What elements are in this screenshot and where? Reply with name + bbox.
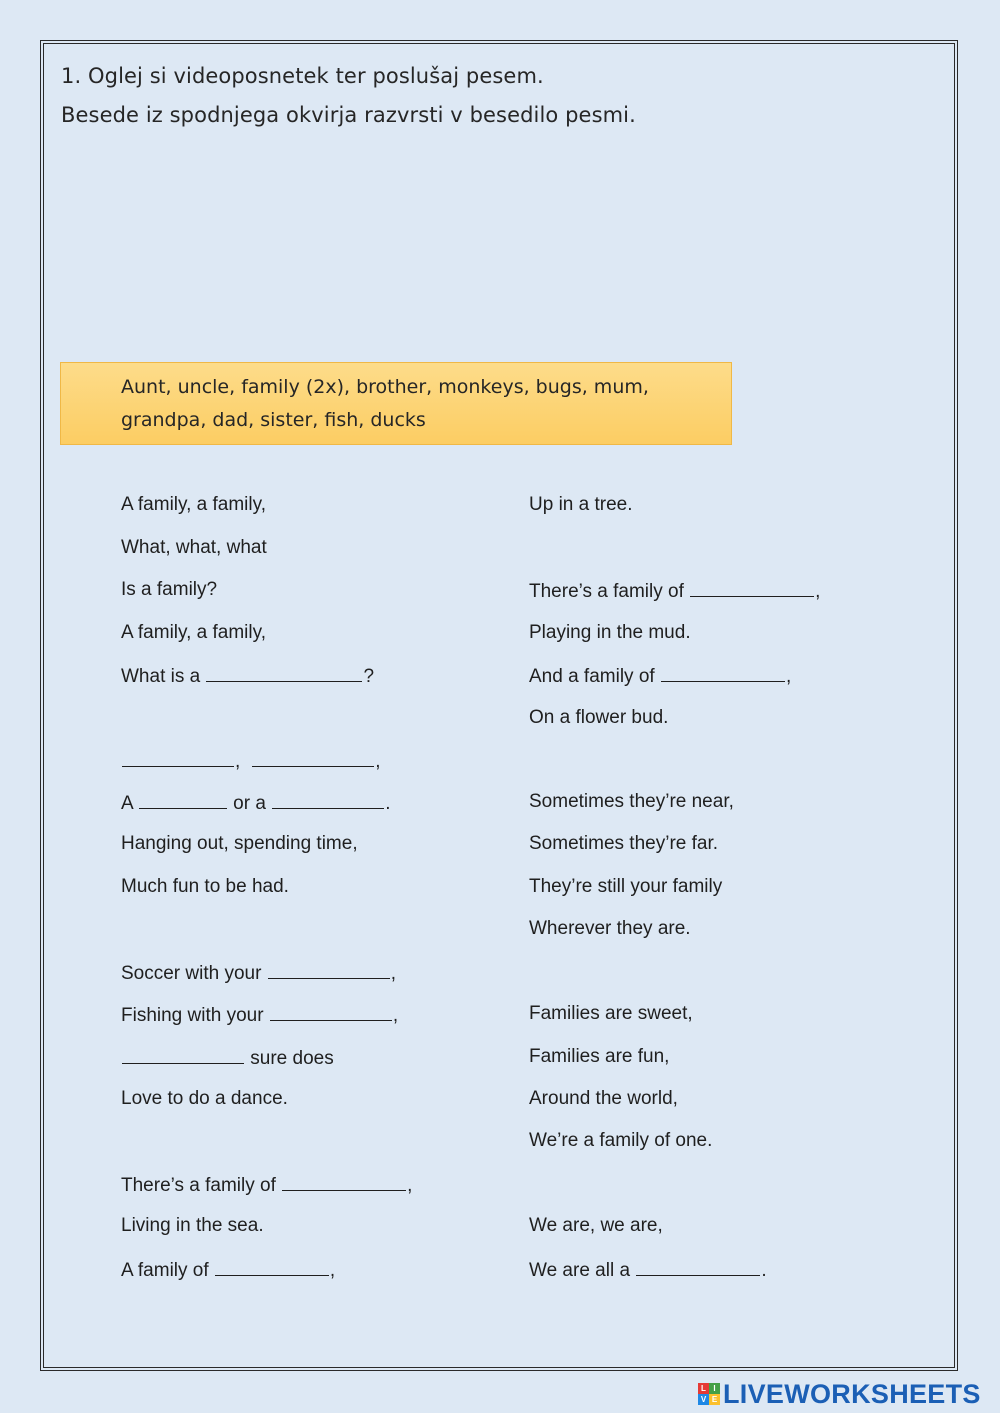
lyric-text: ,: [785, 666, 792, 687]
lyric-text: A: [121, 793, 138, 814]
word-bank-line-1: Aunt, uncle, family (2x), brother, monkeys, bugs, mum,: [121, 376, 649, 398]
lyric-text: or a: [227, 793, 272, 814]
lyric-text: And a family of: [529, 666, 660, 687]
lyric-line: We are, we are,: [529, 1215, 663, 1236]
blank-input[interactable]: [661, 663, 785, 682]
blank-input[interactable]: [636, 1257, 760, 1276]
lyric-line: Around the world,: [529, 1088, 678, 1109]
blank-input[interactable]: [252, 748, 374, 767]
instruction-line-1: 1. Oglej si videoposnetek ter poslušaj pesem.: [61, 64, 544, 88]
lyric-text: .: [385, 793, 391, 814]
lyric-text: ,: [407, 1175, 413, 1196]
blank-input[interactable]: [690, 578, 814, 597]
lyric-line: [529, 1257, 767, 1283]
blank-input[interactable]: [122, 1045, 244, 1064]
lyric-text: There’s a family of: [529, 581, 690, 602]
lyric-line: Love to do a dance.: [121, 1088, 288, 1109]
lyric-text: .: [761, 1260, 767, 1281]
lyric-text: ,: [392, 1005, 399, 1026]
lyric-line: [121, 960, 396, 986]
lyric-line: [529, 663, 791, 689]
blank-input[interactable]: [270, 1002, 392, 1021]
lyric-line: [121, 1172, 412, 1198]
lyric-line: Living in the sea.: [121, 1215, 264, 1236]
lyric-line: Sometimes they’re far.: [529, 833, 719, 854]
lyric-line: A family, a family,: [121, 622, 266, 643]
lyric-text: We are all a: [529, 1260, 636, 1281]
lyric-line: [121, 1257, 335, 1283]
lyric-line: Up in a tree.: [529, 494, 633, 515]
lyric-text: ,: [815, 581, 821, 602]
lyric-line: Families are sweet,: [529, 1003, 693, 1024]
blank-input[interactable]: [272, 790, 384, 809]
lyric-line: [121, 663, 374, 689]
lyric-text: ?: [363, 666, 375, 687]
lyric-text: sure does: [245, 1048, 334, 1069]
lyric-text: ,: [329, 1260, 336, 1281]
lyric-text: There’s a family of: [121, 1175, 282, 1196]
lyric-text: A family of: [121, 1260, 214, 1281]
logo-text: LIVEWORKSHEETS: [723, 1378, 981, 1409]
page-frame-inner: [43, 43, 955, 1368]
lyric-line: [121, 748, 381, 774]
lyric-text: ,: [390, 963, 397, 984]
lyric-line: A family, a family,: [121, 494, 266, 515]
blank-input[interactable]: [268, 960, 390, 979]
liveworksheets-logo-icon: L I V E: [698, 1383, 720, 1405]
blank-input[interactable]: [215, 1257, 329, 1276]
lyric-line: [121, 1045, 334, 1071]
lyric-line: Sometimes they’re near,: [529, 791, 734, 812]
blank-input[interactable]: [206, 663, 362, 682]
lyric-line: [121, 1002, 398, 1028]
lyric-text: Soccer with your: [121, 963, 267, 984]
lyric-text: Fishing with your: [121, 1005, 269, 1026]
word-bank-line-2: grandpa, dad, sister, fish, ducks: [121, 409, 426, 431]
instruction-line-2: Besede iz spodnjega okvirja razvrsti v besedilo pesmi.: [61, 103, 636, 127]
lyric-line: On a flower bud.: [529, 707, 669, 728]
blank-input[interactable]: [122, 748, 234, 767]
lyric-line: Hanging out, spending time,: [121, 833, 358, 854]
liveworksheets-logo[interactable]: [698, 1378, 981, 1410]
lyric-line: [121, 790, 391, 816]
lyric-text: ,: [375, 751, 381, 772]
lyric-text: ,: [235, 751, 241, 772]
lyric-line: Playing in the mud.: [529, 622, 691, 643]
blank-input[interactable]: [282, 1172, 406, 1191]
lyric-line: Much fun to be had.: [121, 876, 289, 897]
blank-input[interactable]: [139, 790, 227, 809]
lyric-line: [529, 578, 820, 604]
lyric-line: They’re still your family: [529, 876, 723, 897]
lyric-line: Is a family?: [121, 579, 218, 600]
lyric-line: Wherever they are.: [529, 918, 691, 939]
word-bank-box: [60, 362, 732, 445]
lyric-line: What, what, what: [121, 537, 267, 558]
lyric-line: We’re a family of one.: [529, 1130, 713, 1151]
lyric-line: Families are fun,: [529, 1046, 670, 1067]
lyric-text: What is a: [121, 666, 206, 687]
